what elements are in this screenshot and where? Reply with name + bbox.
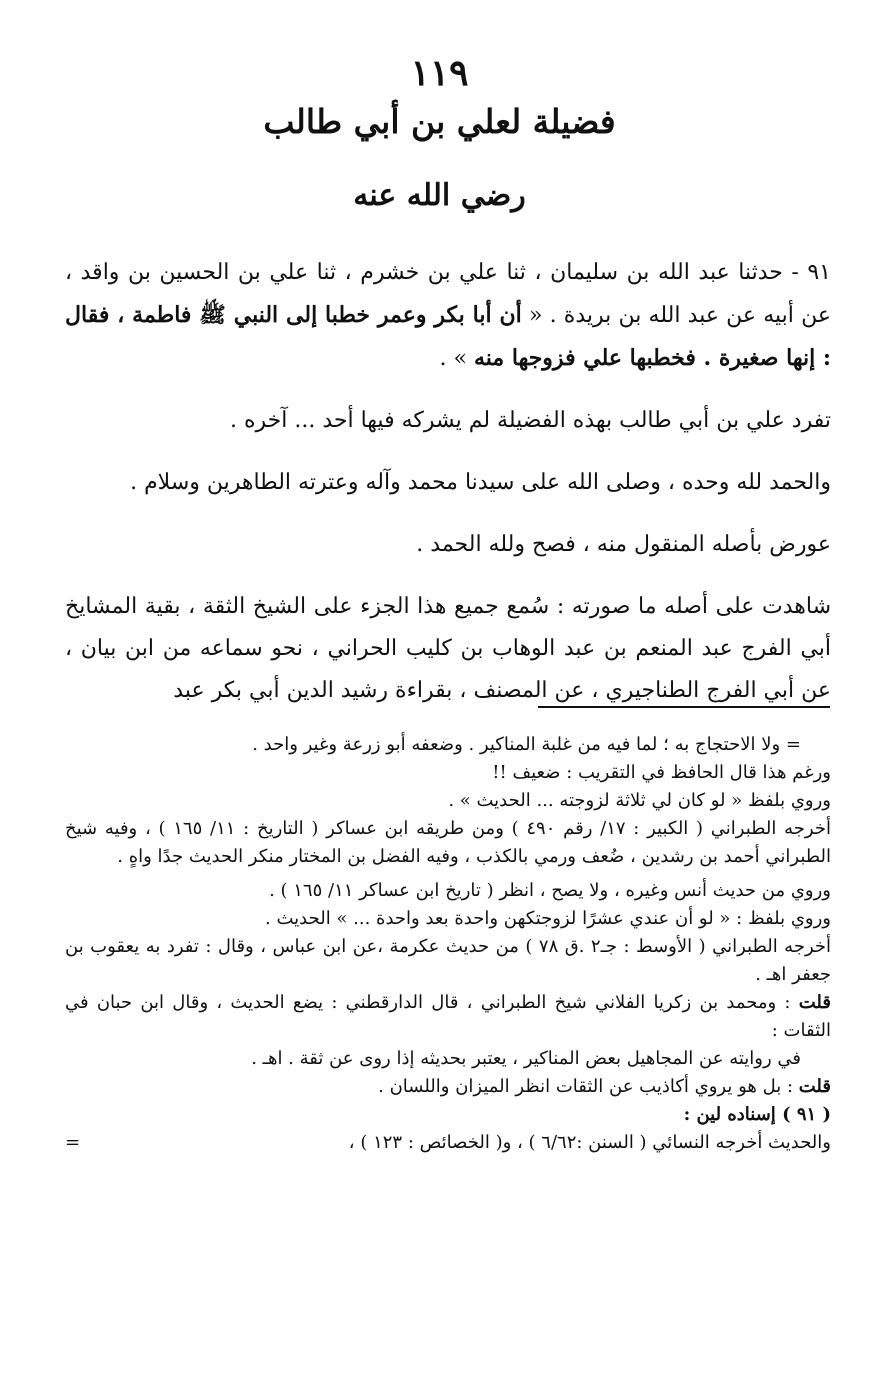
footnote-text: والحديث أخرجه النسائي ( السنن :٦/٦٢ ) ، و( الخصائص : ١٢٣ ) ، — [348, 1132, 831, 1153]
footnote-line: = ولا الاحتجاج به ؛ لما فيه من غلبة المناكير . وضعفه أبو زرعة وغير واحد . — [252, 734, 801, 755]
hadith-paragraph — [65, 252, 831, 380]
footnote-line — [65, 1129, 831, 1157]
paragraph-audition: شاهدت على أصله ما صورته : سُمع جميع هذا الجزء على الشيخ الثقة ، بقية المشايخ أبي الفرج عبد المنعم بن عبد الوهاب بن كليب الحراني ، نحو سماعه من ابن بيان ، عن أبي الفرج الطناجيري ، عن المصنف ، بقراءة رشيد الدين أبي بكر عبد — [65, 594, 831, 703]
footnotes — [65, 731, 831, 1157]
footnote-label: قلت — [798, 992, 831, 1013]
footnote-line: ورغم هذا قال الحافظ في التقريب : ضعيف !! — [492, 762, 831, 783]
footnote-line: وروي بلفظ « لو كان لي ثلاثة لزوجته ... الحديث » . — [448, 790, 831, 811]
footnote-divider — [538, 706, 830, 708]
footnote-line: وروي من حديث أنس وغيره ، ولا يصح ، انظر ( تاريخ ابن عساكر ١١/ ١٦٥ ) . — [269, 880, 831, 901]
footnote-line — [65, 1073, 831, 1101]
main-text — [65, 252, 831, 732]
hadith-intro: ٩١ - حدثنا عبد الله بن سليمان ، ثنا علي بن خشرم ، ثنا علي بن الحسين بن واقد ، عن أبيه عن عبد الله بن بريدة . « — [65, 260, 831, 328]
footnote-line — [65, 989, 831, 1045]
footnote-text: : ومحمد بن زكريا الفلاني شيخ الطبراني ، قال الدارقطني : يضع الحديث ، وقال ابن حبان في الثقات : — [65, 992, 831, 1041]
hadith-text: أن أبا بكر وعمر خطبا إلى النبي ﷺ فاطمة ، فقال : إنها صغيرة . فخطبها علي فزوجها منه — [65, 302, 831, 371]
page-subtitle: رضي الله عنه — [353, 178, 526, 213]
footnote-line: أخرجه الطبراني ( الأوسط : جـ٢ .ق ٧٨ ) من حديث عكرمة ،عن ابن عباس ، وقال : تفرد به يعقوب بن جعفر اهـ . — [65, 936, 832, 985]
hadith-end: » . — [439, 346, 467, 371]
footnote-line: في روايته عن المجاهيل بعض المناكير ، يعتبر بحديثه إذا روى عن ثقة . اهـ . — [251, 1048, 801, 1069]
footnote-line: أخرجه الطبراني ( الكبير : ١٧/ رقم ٤٩٠ ) ومن طريقه ابن عساكر ( التاريخ : ١١/ ١٦٥ ) ، وفيه شيخ الطبراني أحمد بن رشدين ، ضُعف ورمي بالكذب ، وفيه الفضل بن المختار منكر الحديث جدًا واهٍ . — [65, 818, 831, 867]
paragraph-collation: عورض بأصله المنقول منه ، فصح ولله الحمد . — [416, 532, 831, 557]
paragraph-praise: والحمد لله وحده ، وصلى الله على سيدنا محمد وآله وعترته الطاهرين وسلام . — [130, 470, 831, 495]
paragraph-uniqueness: تفرد علي بن أبي طالب بهذه الفضيلة لم يشركه فيها أحد ... آخره . — [230, 408, 831, 433]
continuation-mark: = — [65, 1132, 81, 1153]
footnote-line: وروي بلفظ : « لو أن عندي عشرًا لزوجتكهن واحدة بعد واحدة ... » الحديث . — [265, 908, 831, 929]
footnote-label: قلت — [798, 1076, 831, 1097]
footnote-text: : بل هو يروي أكاذيب عن الثقات انظر الميزان واللسان . — [378, 1076, 794, 1097]
page-number: ١١٩ — [410, 52, 469, 94]
page-title: فضيلة لعلي بن أبي طالب — [263, 102, 616, 141]
footnote-heading: ( ٩١ ) إسناده لين : — [683, 1104, 831, 1125]
